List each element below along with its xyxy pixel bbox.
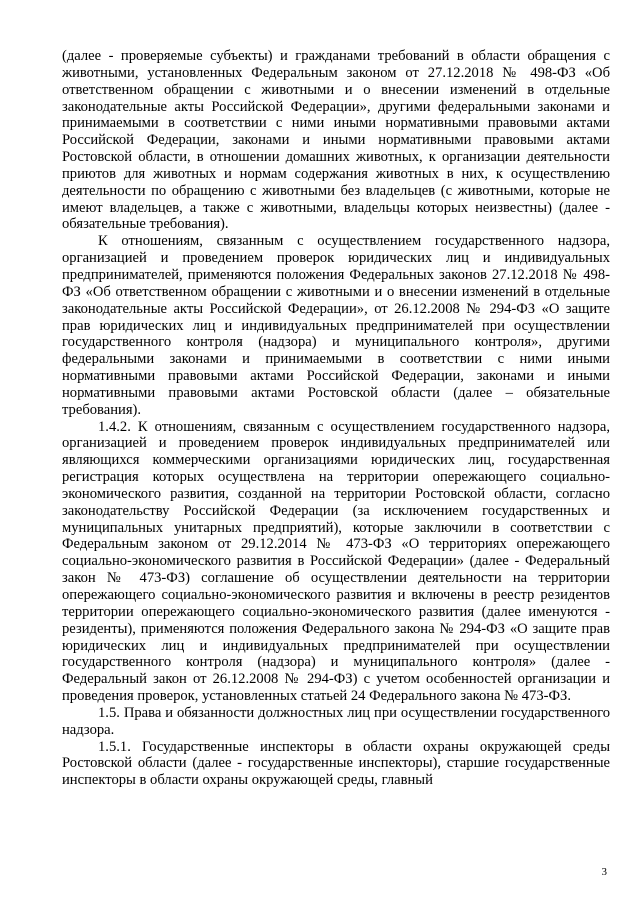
paragraph-continuation: (далее - проверяемые субъекты) и гражданами требований в области обращения с животными, установленных Федеральным законом от 27.12.2018 № 498-ФЗ «Об ответственном обращении с животными и о внесении изменений в отдельные законодательные акты Российской Федерации», другими федеральными законами и принимаемыми в соответствии с ними иными нормативными правовыми актами Российской Федерации, законами и иными нормативными правовыми актами Ростовской области, в отношении домашних животных, к организации деятельности приютов для животных и нормам содержания животных в них, к осуществлению деятельности по обращению с животными без владельцев (с животными, которые не имеют владельцев, а также с животными, владельцы которых неизвестны) (далее - обязательные требования). [62,48,610,233]
paragraph-relations: К отношениям, связанным с осуществлением государственного надзора, организацией и проведением проверок юридических лиц и индивидуальных предпринимателей, применяются положения Федеральных законов 27.12.2018 № 498-ФЗ «Об ответственном обращении с животными и о внесении изменений в отдельные законодательные акты Российской Федерации», от 26.12.2008 № 294-ФЗ «О защите прав юридических лиц и индивидуальных предпринимателей при осуществлении государственного контроля (надзора) и муниципального контроля», другими федеральными законами и принимаемыми в соответствии с ними иными нормативными правовыми актами Российской Федерации, законами и иными нормативными правовыми актами Ростовской области (далее – обязательные требования). [62,233,610,418]
paragraph-1-5-1: 1.5.1. Государственные инспекторы в области охраны окружающей среды Ростовской области (далее - государственные инспекторы), старшие государственные инспекторы в области охраны окружающей среды, главный [62,738,610,789]
document-body [62,48,610,789]
paragraph-1-4-2: 1.4.2. К отношениям, связанным с осуществлением государственного надзора, организацией и проведением проверок индивидуальных предпринимателей или являющихся коммерческими организациями юридических лиц, государственная регистрация которых осуществлена на территории опережающего социально-экономического развития, созданной на территории Ростовской области, согласно законодательству Российской Федерации (за исключением государственных и муниципальных унитарных предприятий), которые заключили в соответствии с Федеральным законом от 29.12.2014 № 473-ФЗ «О территориях опережающего социально-экономического развития в Российской Федерации» (далее - Федеральный закон № 473-ФЗ) соглашение об осуществлении деятельности на территории опережающего социально-экономического развития и включены в реестр резидентов территории опережающего социально-экономического развития (далее именуются - резиденты), применяются положения Федерального закона № 294-ФЗ «О защите прав юридических лиц и индивидуальных предпринимателей при осуществлении государственного контроля (надзора) и муниципального контроля» (далее - Федеральный закон от 26.12.2008 № 294-ФЗ) с учетом особенностей организации и проведения проверок, установленных статьей 24 Федерального закона № 473-ФЗ. [62,418,610,705]
page-number: 3 [601,866,607,878]
paragraph-1-5: 1.5. Права и обязанности должностных лиц при осуществлении государственного надзора. [62,704,610,738]
